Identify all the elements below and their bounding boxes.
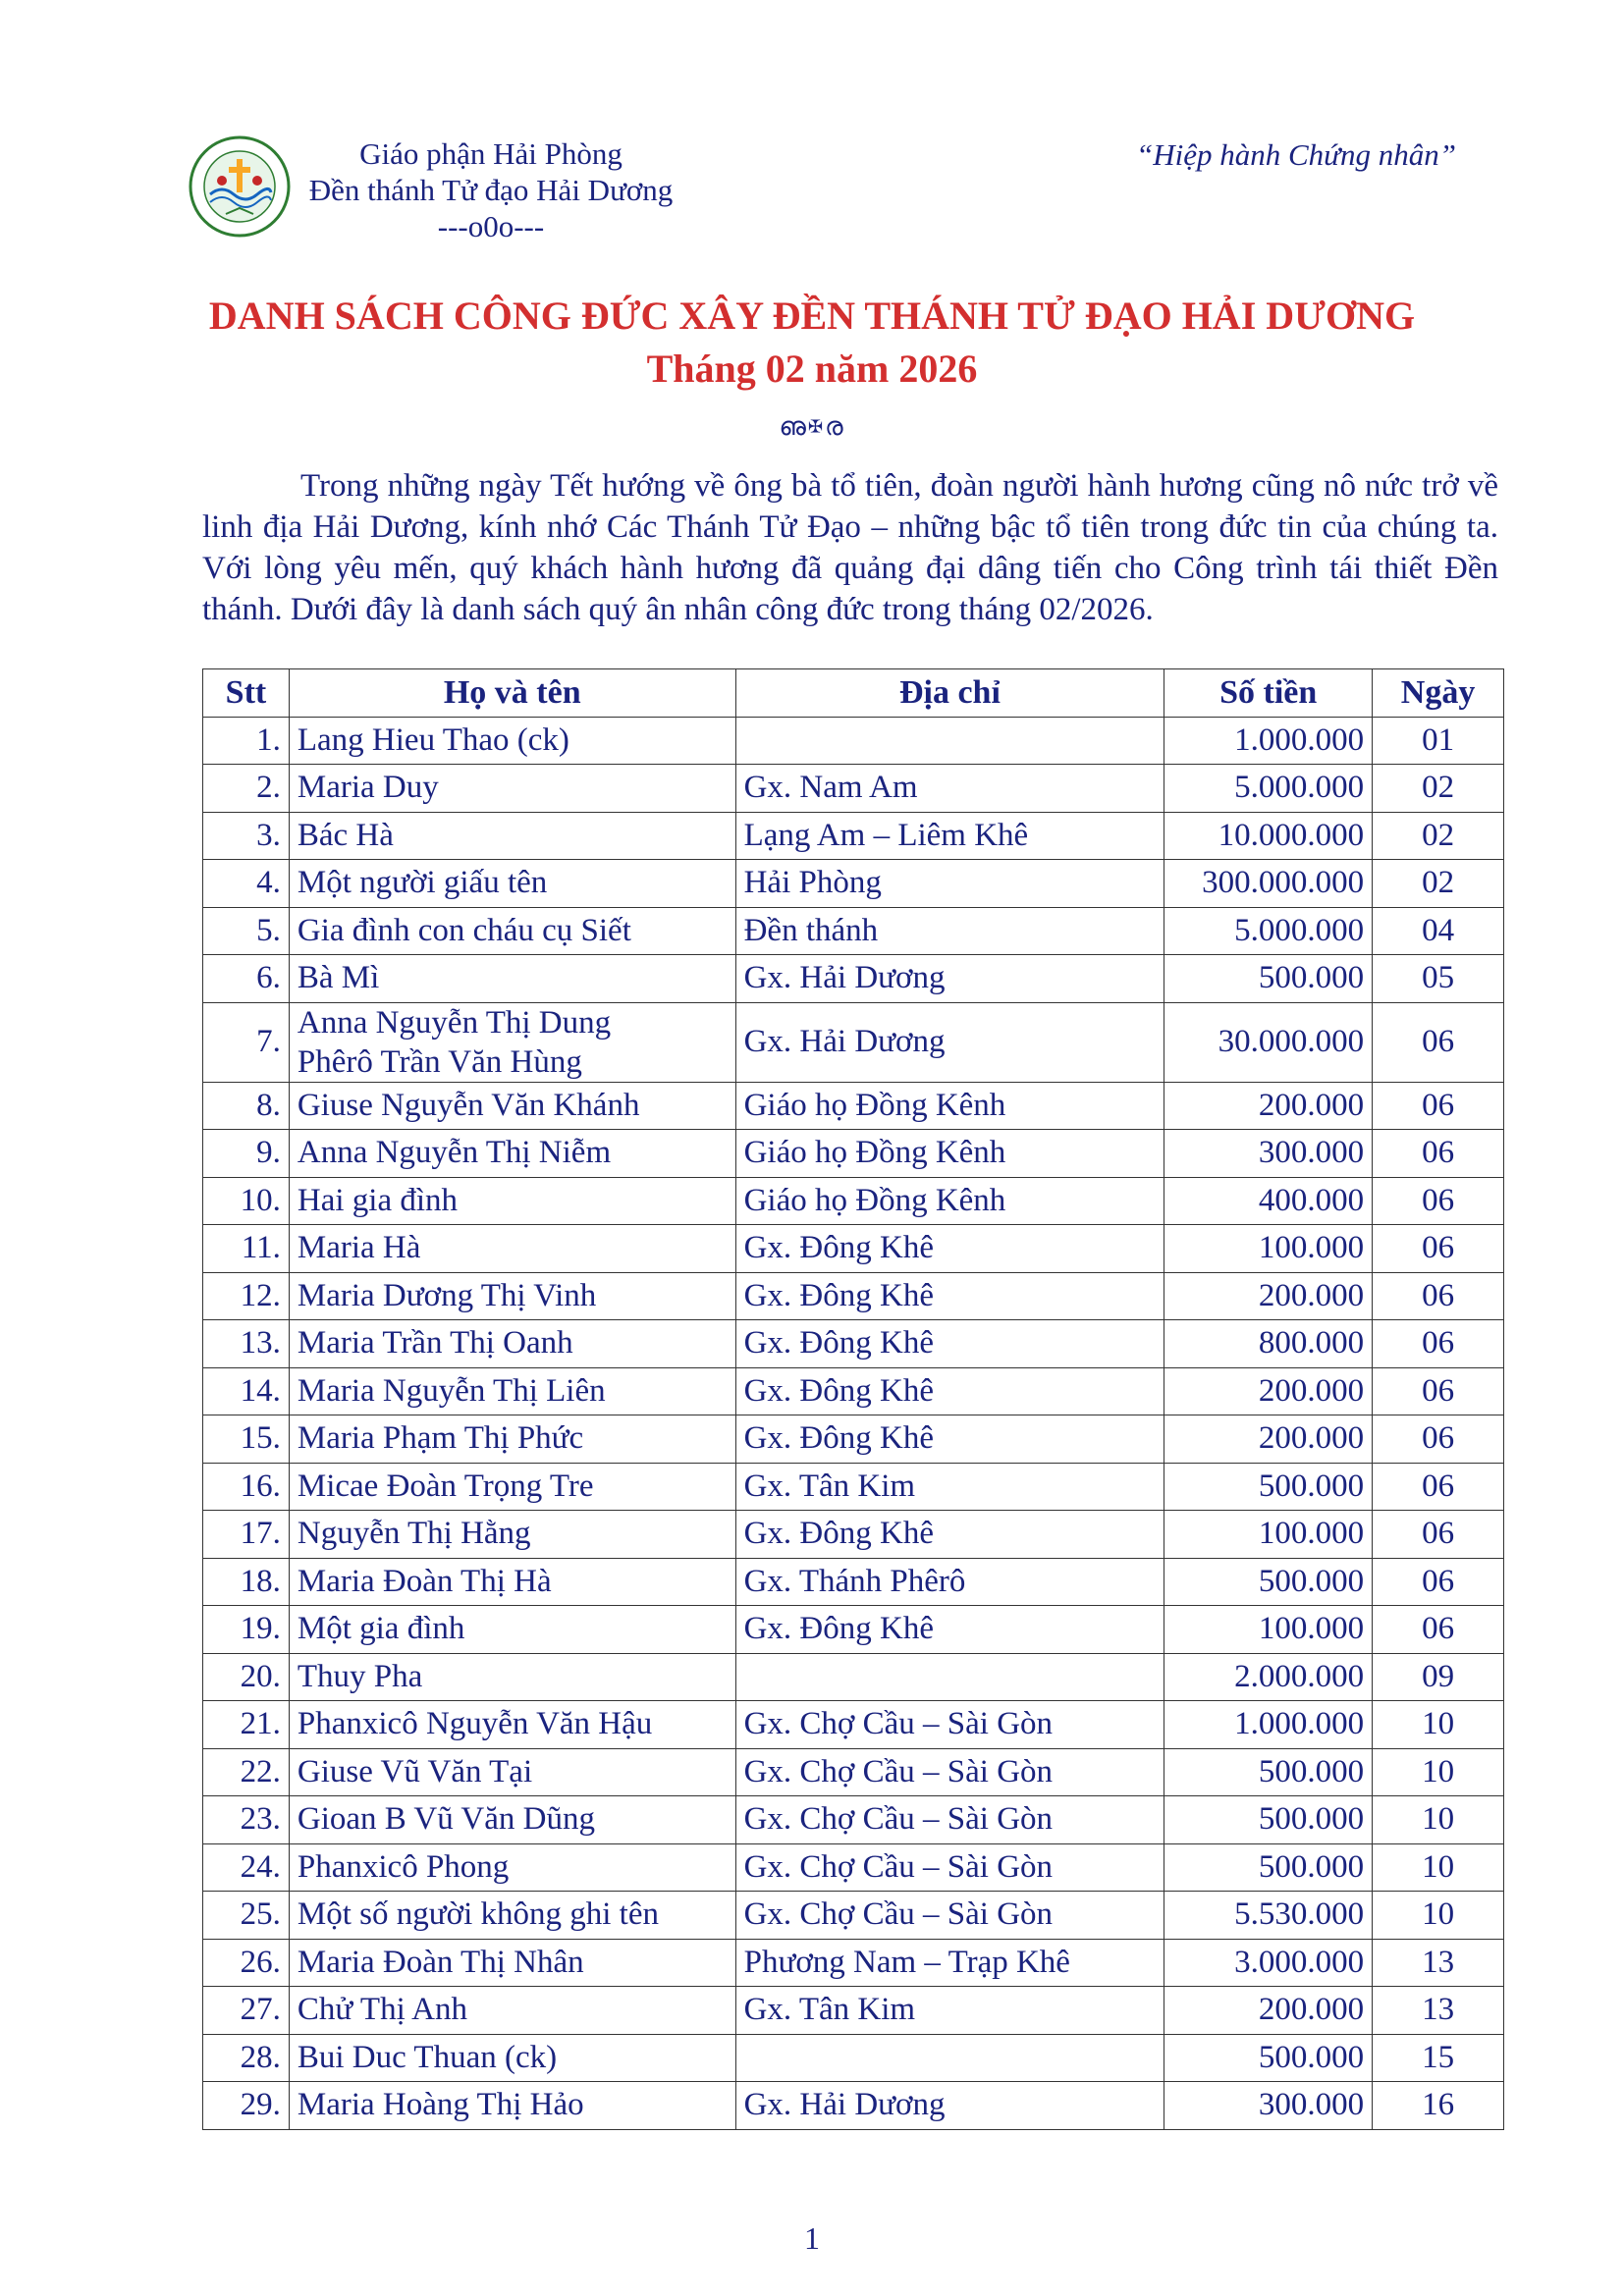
donor-name-line: Anna Nguyễn Thị Dung (297, 1004, 612, 1041)
table-row (203, 1415, 1504, 1464)
row-number-cell: 25. (203, 1892, 290, 1940)
table-row (203, 1511, 1504, 1559)
donor-name-cell: Anna Nguyễn Thị Niễm (289, 1130, 735, 1178)
address-cell: Giáo họ Đồng Kênh (735, 1177, 1164, 1225)
amount-cell: 200.000 (1164, 1367, 1373, 1415)
row-number-cell: 20. (203, 1653, 290, 1701)
address-cell (735, 1653, 1164, 1701)
row-number-cell: 28. (203, 2034, 290, 2082)
address-cell: Gx. Đông Khê (735, 1225, 1164, 1273)
row-number-cell: 8. (203, 1082, 290, 1130)
amount-cell: 500.000 (1164, 1558, 1373, 1606)
donor-name-cell: Maria Đoàn Thị Hà (289, 1558, 735, 1606)
table-row (203, 765, 1504, 813)
day-cell: 09 (1373, 1653, 1504, 1701)
table-row (203, 1272, 1504, 1320)
row-number-cell: 6. (203, 955, 290, 1003)
day-cell: 04 (1373, 907, 1504, 955)
day-cell: 05 (1373, 955, 1504, 1003)
donor-name-cell: Maria Hà (289, 1225, 735, 1273)
row-number-cell: 18. (203, 1558, 290, 1606)
row-number-cell: 1. (203, 717, 290, 765)
address-cell: Gx. Chợ Cầu – Sài Gòn (735, 1843, 1164, 1892)
address-cell: Gx. Chợ Cầu – Sài Gòn (735, 1748, 1164, 1796)
donor-name-cell: Nguyễn Thị Hằng (289, 1511, 735, 1559)
day-cell: 06 (1373, 1320, 1504, 1368)
donor-name-cell: Bui Duc Thuan (ck) (289, 2034, 735, 2082)
donor-name-cell: Giuse Nguyễn Văn Khánh (289, 1082, 735, 1130)
page-number: 1 (804, 2220, 820, 2256)
amount-cell: 200.000 (1164, 1272, 1373, 1320)
row-number-cell: 15. (203, 1415, 290, 1464)
donor-name-cell: Thuy Pha (289, 1653, 735, 1701)
table-row (203, 955, 1504, 1003)
row-number-cell: 22. (203, 1748, 290, 1796)
row-number-cell: 12. (203, 1272, 290, 1320)
organization-header (295, 135, 687, 244)
amount-cell: 5.530.000 (1164, 1892, 1373, 1940)
table-row (203, 1177, 1504, 1225)
address-cell: Gx. Đông Khê (735, 1511, 1164, 1559)
day-cell: 13 (1373, 1939, 1504, 1987)
ornament-divider: ഌ✠ര (779, 412, 845, 441)
day-cell: 13 (1373, 1987, 1504, 2035)
document-title: DANH SÁCH CÔNG ĐỨC XÂY ĐỀN THÁNH TỬ ĐẠO HẢI DƯƠNG (208, 294, 1416, 338)
table-row (203, 1892, 1504, 1940)
intro-paragraph: Trong những ngày Tết hướng về ông bà tổ tiên, đoàn người hành hương cũng nô nức trở về linh địa Hải Dương, kính nhớ Các Thánh Tử Đạo – những bậc tổ tiên trong đức tin của chúng ta. Với lòng yêu mến, quý khách hành hương đã quảng đại dâng tiến cho Công trình tái thiết Đền thánh. Dưới đây là danh sách quý ân nhân công đức trong tháng 02/2026. (202, 468, 1498, 627)
amount-cell: 200.000 (1164, 1082, 1373, 1130)
day-cell: 15 (1373, 2034, 1504, 2082)
diocese-logo (189, 135, 291, 238)
table-row (203, 1367, 1504, 1415)
table-row (203, 1225, 1504, 1273)
address-cell: Gx. Đông Khê (735, 1367, 1164, 1415)
day-cell: 10 (1373, 1796, 1504, 1844)
donor-name-cell: Phanxicô Phong (289, 1843, 735, 1892)
row-number-cell: 7. (203, 1002, 290, 1082)
motto: “Hiệp hành Chứng nhân” (1135, 137, 1457, 172)
donor-name-cell: Maria Trần Thị Oanh (289, 1320, 735, 1368)
donor-name-cell: Maria Hoàng Thị Hảo (289, 2082, 735, 2130)
day-cell: 06 (1373, 1272, 1504, 1320)
day-cell: 10 (1373, 1748, 1504, 1796)
amount-cell: 100.000 (1164, 1225, 1373, 1273)
table-row (203, 1463, 1504, 1511)
row-number-cell: 19. (203, 1606, 290, 1654)
table-row (203, 1130, 1504, 1178)
table-row (203, 1558, 1504, 1606)
donor-name-cell: Maria Đoàn Thị Nhân (289, 1939, 735, 1987)
header-amount: Số tiền (1164, 669, 1373, 718)
amount-cell: 200.000 (1164, 1987, 1373, 2035)
address-cell: Gx. Chợ Cầu – Sài Gòn (735, 1701, 1164, 1749)
day-cell: 10 (1373, 1701, 1504, 1749)
amount-cell: 5.000.000 (1164, 765, 1373, 813)
address-cell: Gx. Hải Dương (735, 1002, 1164, 1082)
donor-name-cell (289, 1002, 735, 1082)
donor-name-cell: Một người giấu tên (289, 860, 735, 908)
row-number-cell: 5. (203, 907, 290, 955)
donor-name-cell: Lang Hieu Thao (ck) (289, 717, 735, 765)
day-cell: 06 (1373, 1511, 1504, 1559)
amount-cell: 800.000 (1164, 1320, 1373, 1368)
row-number-cell: 21. (203, 1701, 290, 1749)
day-cell: 06 (1373, 1415, 1504, 1464)
header-address: Địa chỉ (735, 669, 1164, 718)
amount-cell: 500.000 (1164, 1796, 1373, 1844)
address-cell: Gx. Đông Khê (735, 1415, 1164, 1464)
table-row (203, 1653, 1504, 1701)
table-row (203, 1320, 1504, 1368)
address-cell: Gx. Tân Kim (735, 1987, 1164, 2035)
row-number-cell: 3. (203, 812, 290, 860)
table-row (203, 1002, 1504, 1082)
day-cell: 06 (1373, 1082, 1504, 1130)
day-cell: 06 (1373, 1225, 1504, 1273)
day-cell: 06 (1373, 1177, 1504, 1225)
donor-name-cell: Bà Mì (289, 955, 735, 1003)
donor-name-cell: Maria Duy (289, 765, 735, 813)
table-row (203, 1796, 1504, 1844)
header-stt: Stt (203, 669, 290, 718)
row-number-cell: 11. (203, 1225, 290, 1273)
address-cell: Gx. Chợ Cầu – Sài Gòn (735, 1892, 1164, 1940)
amount-cell: 30.000.000 (1164, 1002, 1373, 1082)
table-row (203, 860, 1504, 908)
document-subtitle: Tháng 02 năm 2026 (646, 347, 978, 391)
diocese-name: Giáo phận Hải Phòng (359, 136, 623, 171)
day-cell: 06 (1373, 1606, 1504, 1654)
table-row (203, 1082, 1504, 1130)
table-row (203, 1939, 1504, 1987)
address-cell: Gx. Đông Khê (735, 1320, 1164, 1368)
donor-name-cell: Giuse Vũ Văn Tại (289, 1748, 735, 1796)
donor-name-cell: Maria Nguyễn Thị Liên (289, 1367, 735, 1415)
address-cell: Gx. Hải Dương (735, 955, 1164, 1003)
amount-cell: 500.000 (1164, 955, 1373, 1003)
day-cell: 01 (1373, 717, 1504, 765)
row-number-cell: 13. (203, 1320, 290, 1368)
donor-name-cell: Một số người không ghi tên (289, 1892, 735, 1940)
table-row (203, 1748, 1504, 1796)
table-row (203, 907, 1504, 955)
day-cell: 16 (1373, 2082, 1504, 2130)
amount-cell: 300.000.000 (1164, 860, 1373, 908)
day-cell: 10 (1373, 1892, 1504, 1940)
row-number-cell: 27. (203, 1987, 290, 2035)
address-cell: Hải Phòng (735, 860, 1164, 908)
address-cell (735, 2034, 1164, 2082)
day-cell: 06 (1373, 1130, 1504, 1178)
amount-cell: 1.000.000 (1164, 717, 1373, 765)
day-cell: 10 (1373, 1843, 1504, 1892)
donor-name-cell: Hai gia đình (289, 1177, 735, 1225)
address-cell: Gx. Chợ Cầu – Sài Gòn (735, 1796, 1164, 1844)
row-number-cell: 2. (203, 765, 290, 813)
amount-cell: 10.000.000 (1164, 812, 1373, 860)
row-number-cell: 16. (203, 1463, 290, 1511)
amount-cell: 500.000 (1164, 1463, 1373, 1511)
amount-cell: 500.000 (1164, 1843, 1373, 1892)
row-number-cell: 26. (203, 1939, 290, 1987)
donor-table (202, 668, 1504, 2130)
amount-cell: 300.000 (1164, 2082, 1373, 2130)
table-row (203, 2034, 1504, 2082)
donor-name-cell: Chử Thị Anh (289, 1987, 735, 2035)
table-row (203, 1606, 1504, 1654)
donor-name-cell: Maria Dương Thị Vinh (289, 1272, 735, 1320)
donor-name-cell: Gioan B Vũ Văn Dũng (289, 1796, 735, 1844)
table-row (203, 1701, 1504, 1749)
address-cell: Gx. Thánh Phêrô (735, 1558, 1164, 1606)
table-row (203, 1987, 1504, 2035)
address-cell: Phương Nam – Trạp Khê (735, 1939, 1164, 1987)
address-cell: Giáo họ Đồng Kênh (735, 1082, 1164, 1130)
donor-name-cell: Phanxicô Nguyễn Văn Hậu (289, 1701, 735, 1749)
amount-cell: 200.000 (1164, 1415, 1373, 1464)
row-number-cell: 9. (203, 1130, 290, 1178)
address-cell: Gx. Đông Khê (735, 1606, 1164, 1654)
address-cell (735, 717, 1164, 765)
address-cell: Lạng Am – Liêm Khê (735, 812, 1164, 860)
amount-cell: 500.000 (1164, 1748, 1373, 1796)
address-cell: Gx. Tân Kim (735, 1463, 1164, 1511)
row-number-cell: 14. (203, 1367, 290, 1415)
shrine-name: Đền thánh Tử đạo Hải Dương (308, 173, 674, 207)
table-row (203, 717, 1504, 765)
donor-name-cell: Bác Hà (289, 812, 735, 860)
amount-cell: 300.000 (1164, 1130, 1373, 1178)
day-cell: 02 (1373, 812, 1504, 860)
address-cell: Giáo họ Đồng Kênh (735, 1130, 1164, 1178)
day-cell: 06 (1373, 1002, 1504, 1082)
header-day: Ngày (1373, 669, 1504, 718)
row-number-cell: 4. (203, 860, 290, 908)
amount-cell: 5.000.000 (1164, 907, 1373, 955)
amount-cell: 100.000 (1164, 1511, 1373, 1559)
day-cell: 02 (1373, 765, 1504, 813)
day-cell: 06 (1373, 1463, 1504, 1511)
row-number-cell: 24. (203, 1843, 290, 1892)
donor-name-cell: Maria Phạm Thị Phức (289, 1415, 735, 1464)
row-number-cell: 10. (203, 1177, 290, 1225)
table-header-row (203, 669, 1504, 718)
address-cell: Gx. Nam Am (735, 765, 1164, 813)
day-cell: 06 (1373, 1558, 1504, 1606)
table-row (203, 2082, 1504, 2130)
amount-cell: 100.000 (1164, 1606, 1373, 1654)
table-row (203, 1843, 1504, 1892)
day-cell: 02 (1373, 860, 1504, 908)
donor-name-cell: Micae Đoàn Trọng Tre (289, 1463, 735, 1511)
row-number-cell: 23. (203, 1796, 290, 1844)
donor-name-line: Phêrô Trần Văn Hùng (297, 1043, 582, 1080)
donor-name-cell: Một gia đình (289, 1606, 735, 1654)
amount-cell: 3.000.000 (1164, 1939, 1373, 1987)
donor-name-cell: Gia đình con cháu cụ Siết (289, 907, 735, 955)
row-number-cell: 17. (203, 1511, 290, 1559)
header-separator: ---o0o--- (437, 209, 545, 243)
amount-cell: 400.000 (1164, 1177, 1373, 1225)
table-row (203, 812, 1504, 860)
row-number-cell: 29. (203, 2082, 290, 2130)
amount-cell: 500.000 (1164, 2034, 1373, 2082)
day-cell: 06 (1373, 1367, 1504, 1415)
amount-cell: 2.000.000 (1164, 1653, 1373, 1701)
amount-cell: 1.000.000 (1164, 1701, 1373, 1749)
header-name: Họ và tên (289, 669, 735, 718)
address-cell: Đền thánh (735, 907, 1164, 955)
address-cell: Gx. Đông Khê (735, 1272, 1164, 1320)
address-cell: Gx. Hải Dương (735, 2082, 1164, 2130)
